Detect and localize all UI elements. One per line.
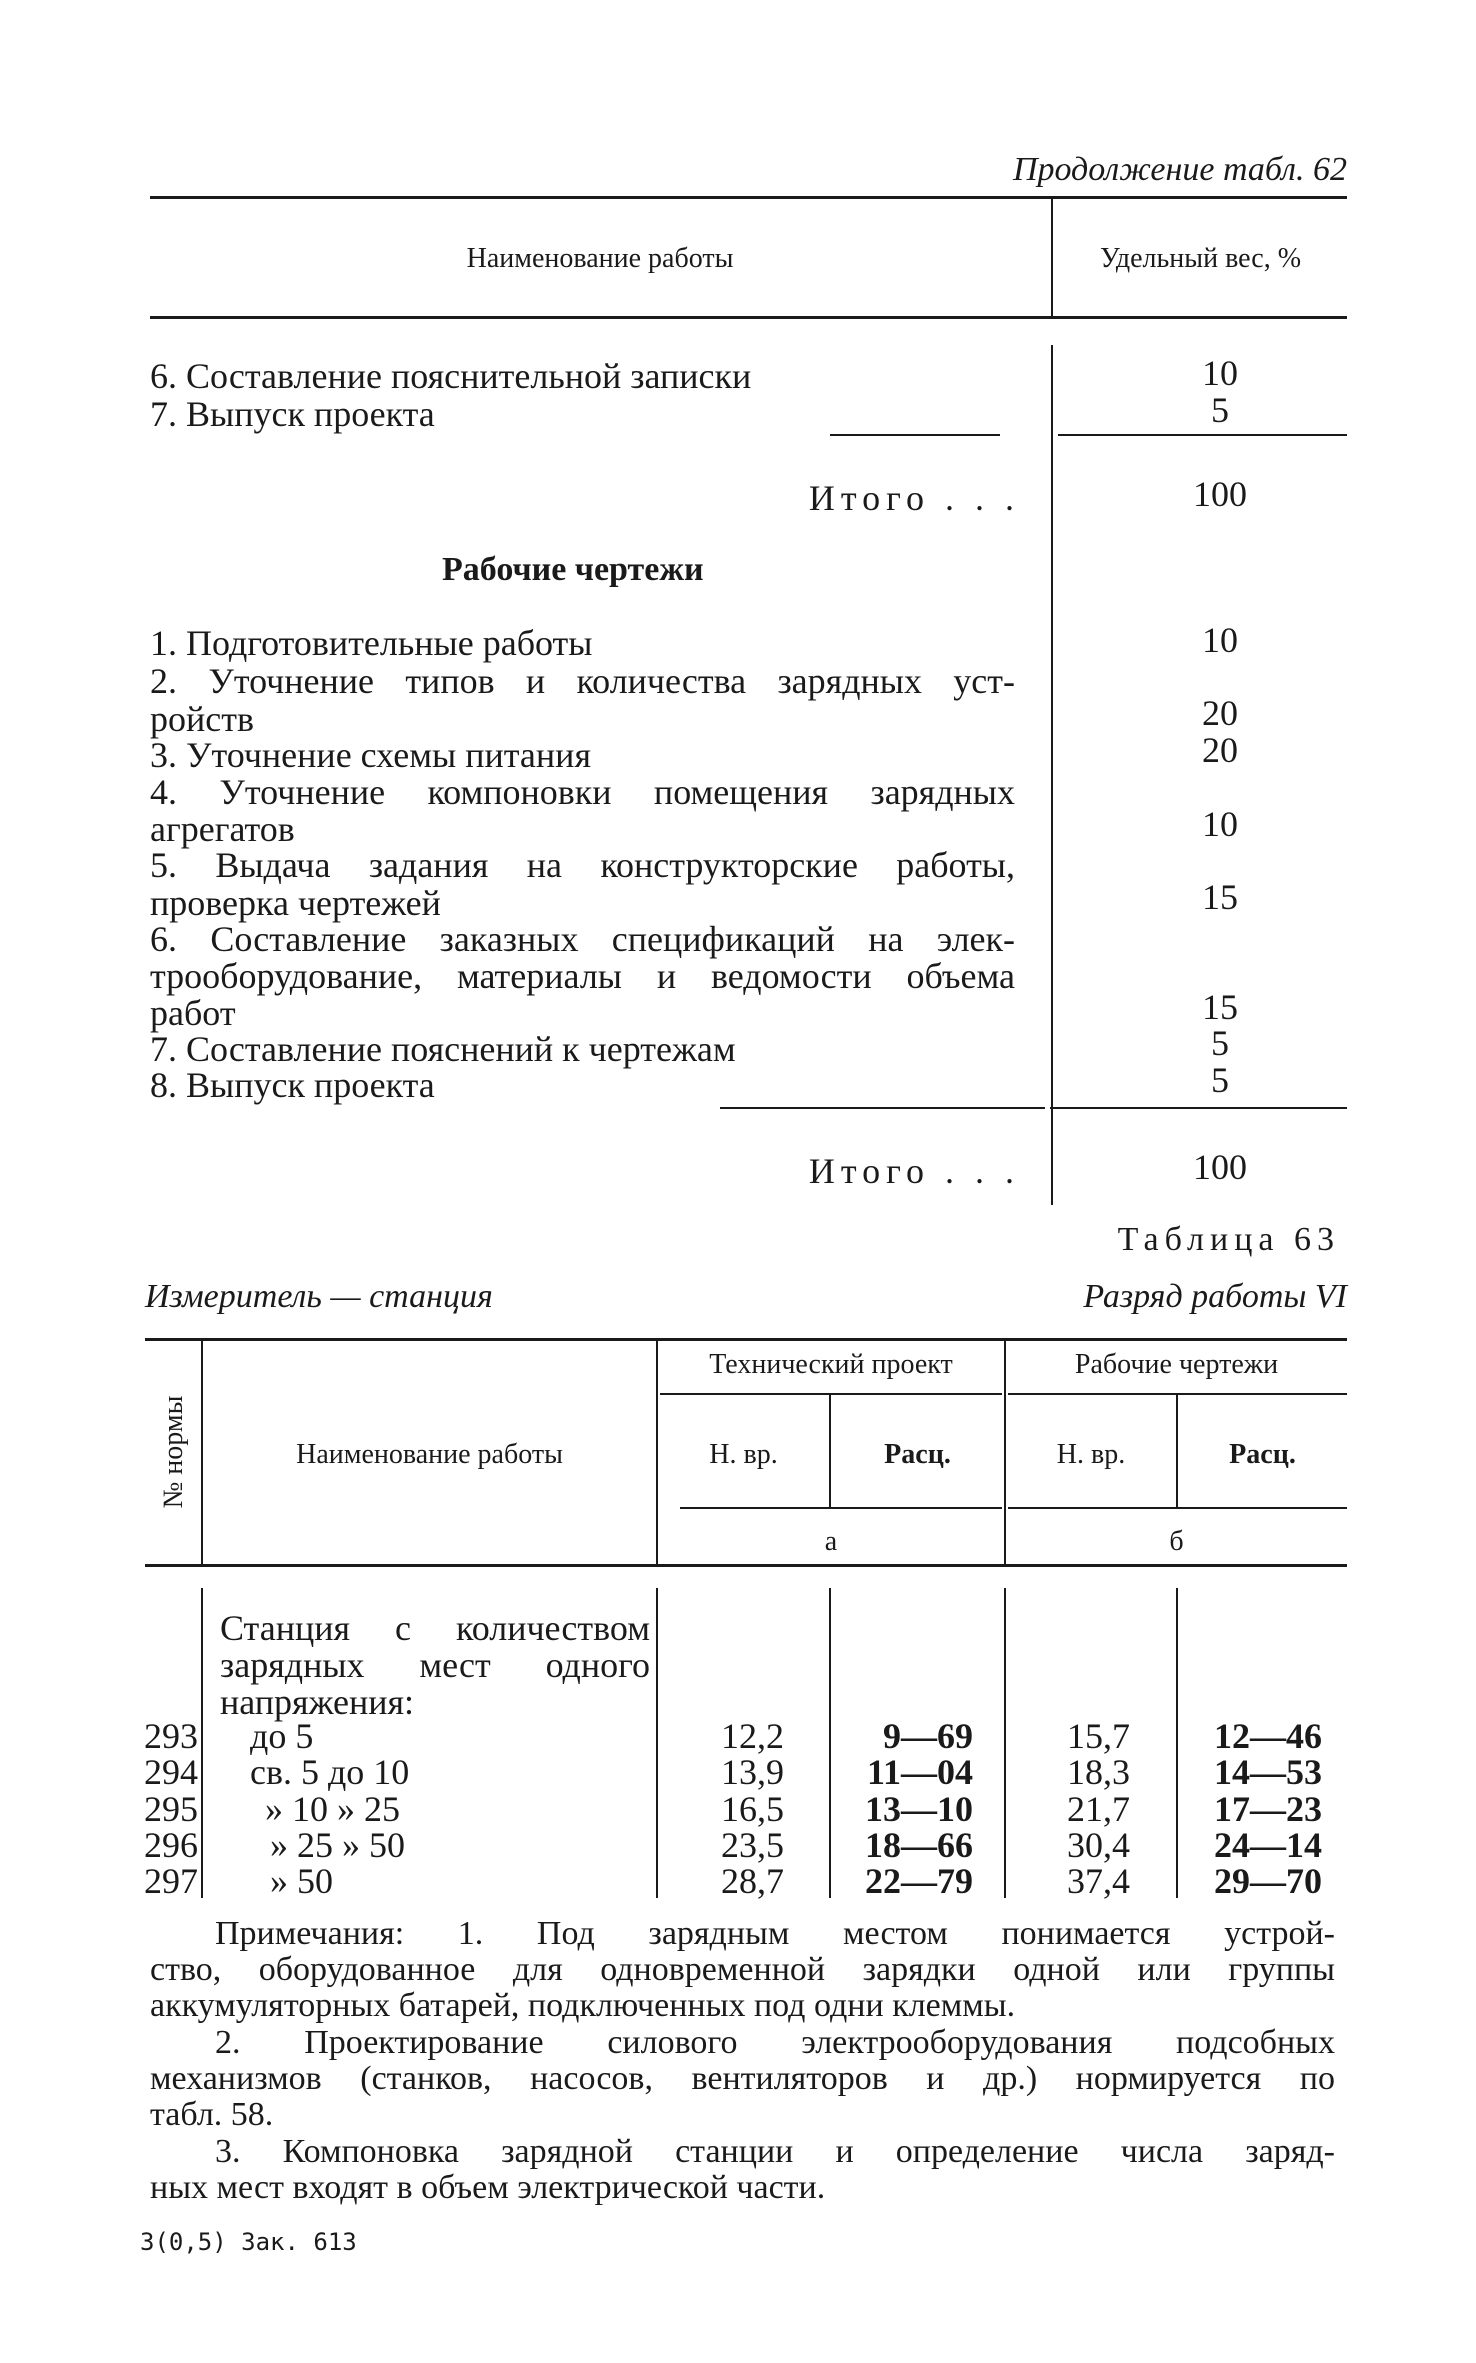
table63-row-b-hvr: 21,7 <box>1067 1789 1130 1829</box>
note-line: аккумуляторных батарей, подключенных под одни клеммы. <box>150 1987 1016 2024</box>
table62-row-value: 15 <box>1202 877 1238 917</box>
table63-row-b-rasc: 24—14 <box>1214 1825 1322 1865</box>
table63-sub-hvr-b: Н. вр. <box>1056 1439 1126 1470</box>
table62-total-label: Итого . . . <box>808 1151 1020 1191</box>
note-line: 2. Проектирование силового электрооборудования подсобных <box>215 2024 1335 2061</box>
table62-row-text: ройств <box>150 699 254 739</box>
table63-sub-hvr-a: Н. вр. <box>709 1439 778 1470</box>
table63-row-b-rasc: 14—53 <box>1214 1752 1322 1792</box>
table63-body-divider <box>1004 1588 1006 1898</box>
table63-row-a-rasc: 13—10 <box>865 1789 973 1829</box>
table62-row-value: 10 <box>1202 353 1238 393</box>
table63-row-a-hvr: 16,5 <box>721 1789 784 1829</box>
table62-row-value: 15 <box>1202 987 1238 1027</box>
table62-sum-rule-right <box>1050 1107 1347 1109</box>
table63-group-rule <box>660 1393 1002 1395</box>
table63-group-rule <box>1008 1393 1347 1395</box>
table63-row-name: св. 5 до 10 <box>250 1752 410 1792</box>
table62-total-value: 100 <box>1193 1147 1247 1187</box>
table62-row-text: 4. Уточнение компоновки помещения зарядных <box>150 772 1015 812</box>
table63-label-b: б <box>1169 1526 1184 1557</box>
table62-row-text: 8. Выпуск проекта <box>150 1065 435 1105</box>
table62-row-value: 20 <box>1202 693 1238 733</box>
table63-intro-line: напряжения: <box>220 1682 415 1722</box>
table62-row-value: 10 <box>1202 620 1238 660</box>
table62-total-label: Итого . . . <box>808 478 1020 518</box>
table63-row-name: до 5 <box>250 1716 314 1756</box>
table62-row-text: 3. Уточнение схемы питания <box>150 735 591 775</box>
table63-row-a-rasc: 9—69 <box>883 1716 973 1756</box>
table63-body-divider <box>656 1588 658 1898</box>
table63-group-b: Рабочие чертежи <box>1074 1349 1279 1380</box>
table62-row-text: работ <box>150 993 236 1033</box>
table63-body-divider <box>1176 1588 1178 1898</box>
table62-row-text: агрегатов <box>150 809 295 849</box>
table62-sum-rule-left <box>720 1107 1045 1109</box>
table63-row-b-rasc: 12—46 <box>1214 1716 1322 1756</box>
table63-row-no: 296 <box>144 1825 198 1865</box>
footer-imprint: 3(0,5) Зак. 613 <box>140 2228 357 2256</box>
table63-grade: Разряд работы VI <box>1083 1278 1347 1315</box>
table63-header-rule <box>145 1564 1347 1567</box>
table63-row-b-rasc: 17—23 <box>1214 1789 1322 1829</box>
table62-row-value: 5 <box>1211 390 1229 430</box>
table63-intro-line: зарядных мест одного <box>220 1645 650 1685</box>
table63-row-no: 293 <box>144 1716 198 1756</box>
table62-sum-rule-left <box>830 434 1000 436</box>
note-line: механизмов (станков, насосов, вентиляторов и др.) нормируется по <box>150 2060 1335 2097</box>
table63-group-a: Технический проект <box>709 1349 953 1380</box>
note-line: Примечания: 1. Под зарядным местом понимается устрой- <box>215 1915 1335 1952</box>
table63-row-name: » 10 » 25 <box>265 1789 400 1829</box>
table62-row-text: 7. Выпуск проекта <box>150 394 435 434</box>
table63-label-a: а <box>824 1526 838 1557</box>
table63-row-b-rasc: 29—70 <box>1214 1861 1322 1901</box>
note-line: табл. 58. <box>150 2096 274 2133</box>
table63-sub-rule <box>1008 1507 1347 1509</box>
table62-header-divider <box>1051 198 1053 316</box>
table63-col-name: Наименование работы <box>296 1439 563 1470</box>
table63-body-divider <box>829 1588 831 1898</box>
table62-top-rule <box>150 196 1347 199</box>
table63-intro-line: Станция с количеством <box>220 1608 650 1648</box>
table62-row-value: 20 <box>1202 730 1238 770</box>
note-line: ных мест входят в объем электрической части. <box>150 2169 826 2206</box>
table63-body-divider <box>201 1588 203 1898</box>
table62-total-value: 100 <box>1193 474 1247 514</box>
table62-sum-rule-right <box>1058 434 1347 436</box>
table62-row-value: 5 <box>1211 1060 1229 1100</box>
table63-row-no: 294 <box>144 1752 198 1792</box>
table63-caption: Таблица 63 <box>1117 1221 1340 1258</box>
table63-row-a-hvr: 13,9 <box>721 1752 784 1792</box>
table63-top-rule <box>145 1338 1347 1341</box>
table63-row-b-hvr: 37,4 <box>1067 1861 1130 1901</box>
table62-row-text: 7. Составление пояснений к чертежам <box>150 1029 736 1069</box>
table63-measure: Измеритель — станция <box>145 1278 493 1315</box>
table63-row-b-hvr: 18,3 <box>1067 1752 1130 1792</box>
table62-row-text: проверка чертежей <box>150 883 441 923</box>
table63-row-a-rasc: 22—79 <box>865 1861 973 1901</box>
table62-row-text: 6. Составление заказных спецификаций на элек- <box>150 919 1015 959</box>
table63-row-a-rasc: 18—66 <box>865 1825 973 1865</box>
table63-row-name: » 50 <box>270 1861 333 1901</box>
table62-col-name: Наименование работы <box>466 243 734 274</box>
table63-row-no: 297 <box>144 1861 198 1901</box>
table62-col-weight: Удельный вес, % <box>1099 243 1302 274</box>
table62-row-text: 5. Выдача задания на конструкторские работы, <box>150 845 1015 885</box>
note-line: ство, оборудованное для одновременной зарядки одной или группы <box>150 1951 1335 1988</box>
table62-row-value: 5 <box>1211 1023 1229 1063</box>
table62-row-text: 6. Составление пояснительной записки <box>150 356 752 396</box>
table62-section-title: Рабочие чертежи <box>442 551 704 588</box>
table62-body-divider <box>1051 345 1053 1205</box>
table63-row-a-hvr: 12,2 <box>721 1716 784 1756</box>
table62-header-rule <box>150 316 1347 319</box>
table62-row-text: 2. Уточнение типов и количества зарядных уст- <box>150 661 1015 701</box>
table63-sub-rasc-b: Расц. <box>1229 1439 1296 1470</box>
table63-row-a-hvr: 28,7 <box>721 1861 784 1901</box>
table63-col-no: № нормы <box>158 1395 189 1509</box>
table62-row-text: трооборудование, материалы и ведомости объема <box>150 956 1015 996</box>
table62-row-text: 1. Подготовительные работы <box>150 623 593 663</box>
continuation-header: Продолжение табл. 62 <box>1012 151 1347 188</box>
table63-row-name: » 25 » 50 <box>270 1825 405 1865</box>
table62-row-value: 10 <box>1202 804 1238 844</box>
note-line: 3. Компоновка зарядной станции и определение числа заряд- <box>215 2133 1335 2170</box>
table63-row-no: 295 <box>144 1789 198 1829</box>
table63-row-a-hvr: 23,5 <box>721 1825 784 1865</box>
table63-sub-rasc-a: Расц. <box>884 1439 951 1470</box>
table63-sub-rule <box>680 1507 1002 1509</box>
table63-row-a-rasc: 11—04 <box>866 1752 973 1792</box>
table63-row-b-hvr: 30,4 <box>1067 1825 1130 1865</box>
table63-row-b-hvr: 15,7 <box>1067 1716 1130 1756</box>
